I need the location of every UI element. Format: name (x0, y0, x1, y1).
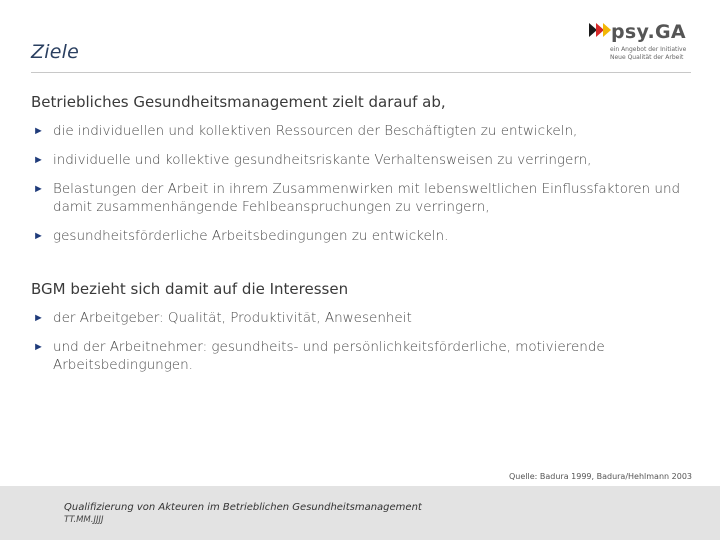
bullet-arrow-icon: ► (33, 311, 44, 324)
list-item (31, 309, 691, 327)
bullet-arrow-icon: ► (33, 229, 44, 242)
bullet-arrow-icon: ► (33, 153, 44, 166)
logo-tagline-1: ein Angebot der Initiative (610, 46, 687, 53)
list-item-text: der Arbeitgeber: Qualität, Produktivität, Anwesenheit (53, 310, 412, 326)
list-item-text: die individuellen und kollektiven Ressourcen der Beschäftigten zu entwickeln, (53, 123, 578, 139)
section1-heading: Betriebliches Gesundheitsmanagement zielt darauf ab, (31, 93, 446, 111)
logo-tagline-2: Neue Qualität der Arbeit (610, 54, 684, 61)
title-divider (31, 72, 691, 73)
list-item (31, 180, 691, 216)
section1-list (31, 122, 691, 256)
list-item (31, 227, 691, 245)
bullet-arrow-icon: ► (33, 182, 44, 195)
slide-title: Ziele (31, 41, 79, 63)
list-item (31, 338, 691, 374)
footer-title: Qualifizierung von Akteuren im Betrieblichen Gesundheitsmanagement (64, 502, 422, 513)
source-citation: Quelle: Badura 1999, Badura/Hehlmann 2003 (508, 472, 692, 481)
list-item-text: und der Arbeitnehmer: gesundheits- und persönlichkeitsförderliche, motivierende Arbeitsbedingungen. (53, 339, 605, 373)
bullet-arrow-icon: ► (33, 340, 44, 353)
list-item (31, 151, 691, 169)
psyga-logo (589, 21, 699, 67)
section2-heading: BGM bezieht sich damit auf die Interessen (31, 280, 349, 298)
section2-list (31, 309, 691, 385)
list-item-text: individuelle und kollektive gesundheitsriskante Verhaltensweisen zu verringern, (53, 152, 592, 168)
list-item (31, 122, 691, 140)
footer-bar (0, 486, 720, 540)
list-item-text: gesundheitsförderliche Arbeitsbedingungen zu entwickeln. (53, 228, 449, 244)
footer-date: TT.MM.JJJJ (64, 515, 104, 525)
list-item-text: Belastungen der Arbeit in ihrem Zusammenwirken mit lebensweltlichen Einflussfaktoren und damit zusammenhängende Fehlbeanspruchungen zu verringern, (53, 181, 681, 215)
bullet-arrow-icon: ► (33, 124, 44, 137)
logo-name: psy.GA (611, 21, 686, 43)
